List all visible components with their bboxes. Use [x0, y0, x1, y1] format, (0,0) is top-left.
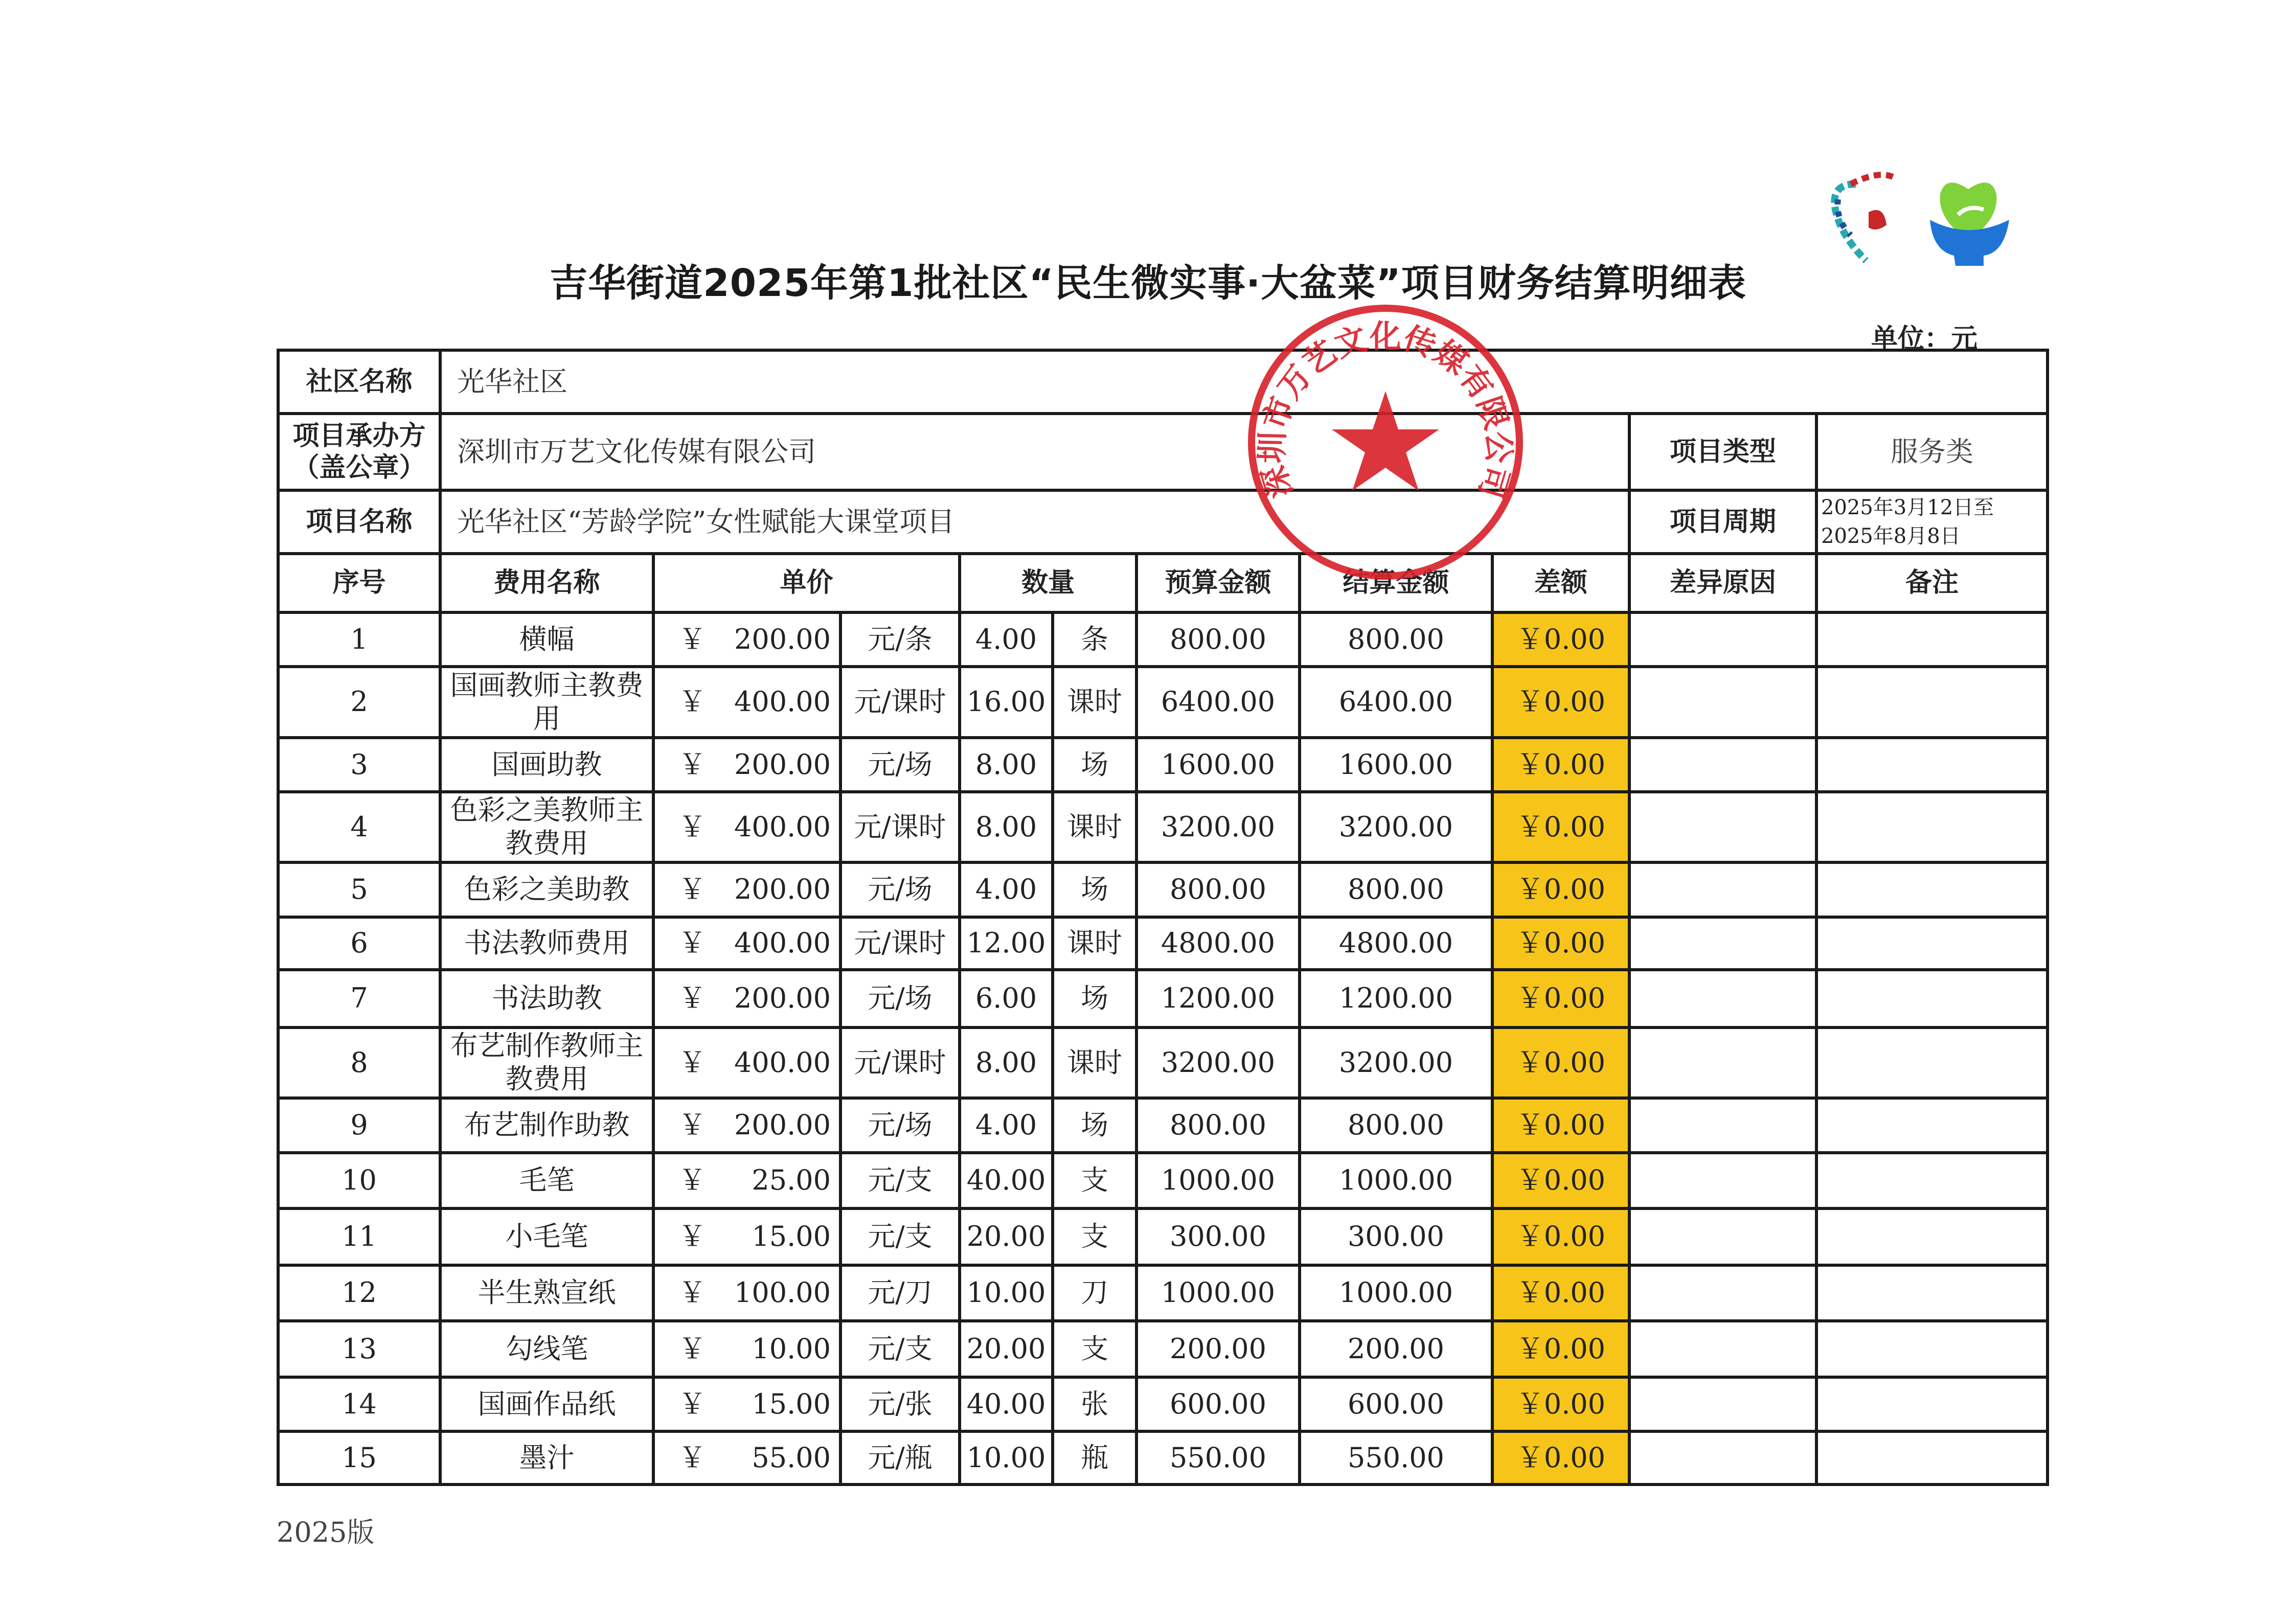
remarks — [1816, 1321, 2048, 1377]
unit-price — [653, 970, 840, 1027]
unit-price — [653, 1377, 840, 1431]
price-unit: 元/场 — [840, 862, 960, 917]
expense-name: 布艺制作教师主教费用 — [440, 1027, 653, 1098]
difference-reason — [1629, 1265, 1816, 1321]
unit-price — [653, 1265, 840, 1321]
row-number: 11 — [278, 1208, 440, 1265]
col-header-reason: 差异原因 — [1629, 554, 1816, 612]
price-unit: 元/场 — [840, 1098, 960, 1153]
unit-price-value: 55.00 — [752, 1441, 831, 1474]
currency-symbol: ￥ — [678, 873, 706, 906]
remarks — [1816, 1098, 2048, 1153]
community-row — [278, 350, 2048, 414]
period-start: 2025年3月12日至 — [1821, 496, 1994, 519]
difference-reason — [1629, 1377, 1816, 1431]
remarks — [1816, 862, 2048, 917]
quantity: 8.00 — [960, 738, 1053, 792]
unit-price-value: 15.00 — [752, 1220, 831, 1253]
budget-amount: 1000.00 — [1136, 1153, 1300, 1208]
remarks — [1816, 612, 2048, 667]
table-row — [278, 1431, 2048, 1484]
currency-symbol: ￥ — [678, 810, 706, 843]
unit-price — [653, 612, 840, 667]
difference-reason — [1629, 1208, 1816, 1265]
price-unit: 元/支 — [840, 1153, 960, 1208]
currency-symbol: ￥ — [678, 686, 706, 718]
expense-name: 书法助教 — [440, 970, 653, 1027]
row-number: 2 — [278, 667, 440, 738]
row-number: 12 — [278, 1265, 440, 1321]
col-header-no: 序号 — [278, 554, 440, 612]
project-row — [278, 490, 2048, 554]
quantity-unit: 场 — [1053, 738, 1136, 792]
budget-amount: 600.00 — [1136, 1377, 1300, 1431]
quantity-unit: 课时 — [1053, 792, 1136, 862]
bowl-logo-icon — [1930, 182, 2009, 266]
quantity: 8.00 — [960, 792, 1053, 862]
unit-label: 单位：元 — [1871, 324, 1978, 354]
currency-symbol: ￥ — [678, 1441, 706, 1474]
document-title: 吉华街道2025年第1批社区“民生微实事·大盆菜”项目财务结算明细表 — [550, 261, 1746, 305]
budget-amount: 800.00 — [1136, 612, 1300, 667]
table-row — [278, 1027, 2048, 1098]
unit-price — [653, 862, 840, 917]
table-row — [278, 738, 2048, 792]
quantity: 12.00 — [960, 917, 1053, 970]
expense-name: 国画教师主教费用 — [440, 667, 653, 738]
difference-reason — [1629, 792, 1816, 862]
remarks — [1816, 1265, 2048, 1321]
difference: ￥0.00 — [1492, 667, 1629, 738]
unit-price-value: 400.00 — [734, 1046, 831, 1079]
table-row — [278, 612, 2048, 667]
contractor-row — [278, 414, 2048, 490]
difference-reason — [1629, 667, 1816, 738]
unit-price-value: 400.00 — [734, 927, 831, 960]
community-label: 社区名称 — [278, 350, 440, 414]
budget-amount: 800.00 — [1136, 1098, 1300, 1153]
type-value: 服务类 — [1816, 414, 2048, 490]
row-number: 1 — [278, 612, 440, 667]
difference: ￥0.00 — [1492, 1377, 1629, 1431]
logos — [1820, 164, 2045, 271]
settlement-amount: 550.00 — [1300, 1431, 1492, 1484]
price-unit: 元/张 — [840, 1377, 960, 1431]
unit-price — [653, 1153, 840, 1208]
table-row — [278, 1208, 2048, 1265]
price-unit: 元/刀 — [840, 1265, 960, 1321]
unit-price-value: 200.00 — [734, 1109, 831, 1141]
unit-price-value: 200.00 — [734, 982, 831, 1015]
quantity-unit: 场 — [1053, 862, 1136, 917]
budget-amount: 1600.00 — [1136, 738, 1300, 792]
settlement-amount: 600.00 — [1300, 1377, 1492, 1431]
difference: ￥0.00 — [1492, 1321, 1629, 1377]
expense-name: 勾线笔 — [440, 1321, 653, 1377]
settlement-amount: 200.00 — [1300, 1321, 1492, 1377]
quantity: 4.00 — [960, 862, 1053, 917]
unit-price-value: 25.00 — [752, 1164, 831, 1197]
quantity-unit: 支 — [1053, 1153, 1136, 1208]
budget-amount: 6400.00 — [1136, 667, 1300, 738]
party-heart-logo-icon — [1834, 175, 1897, 261]
unit-price-value: 400.00 — [734, 686, 831, 718]
row-number: 8 — [278, 1027, 440, 1098]
quantity: 20.00 — [960, 1321, 1053, 1377]
row-number: 3 — [278, 738, 440, 792]
table-row — [278, 1098, 2048, 1153]
row-number: 7 — [278, 970, 440, 1027]
budget-amount: 1200.00 — [1136, 970, 1300, 1027]
row-number: 9 — [278, 1098, 440, 1153]
price-unit: 元/课时 — [840, 917, 960, 970]
table-row — [278, 667, 2048, 738]
remarks — [1816, 1208, 2048, 1265]
currency-symbol: ￥ — [678, 1220, 706, 1253]
quantity-unit: 课时 — [1053, 667, 1136, 738]
currency-symbol: ￥ — [678, 927, 706, 960]
row-number: 15 — [278, 1431, 440, 1484]
table-row — [278, 792, 2048, 862]
expense-name: 国画助教 — [440, 738, 653, 792]
community-value: 光华社区 — [440, 350, 2048, 414]
expense-name: 墨汁 — [440, 1431, 653, 1484]
quantity-unit: 场 — [1053, 1098, 1136, 1153]
remarks — [1816, 917, 2048, 970]
row-number: 10 — [278, 1153, 440, 1208]
col-header-name: 费用名称 — [440, 554, 653, 612]
difference-reason — [1629, 1098, 1816, 1153]
price-unit: 元/课时 — [840, 792, 960, 862]
settlement-amount: 800.00 — [1300, 612, 1492, 667]
budget-amount: 800.00 — [1136, 862, 1300, 917]
difference: ￥0.00 — [1492, 738, 1629, 792]
difference-reason — [1629, 862, 1816, 917]
col-header-settle: 结算金额 — [1300, 554, 1492, 612]
settlement-amount: 800.00 — [1300, 862, 1492, 917]
unit-price — [653, 1208, 840, 1265]
star-icon — [1332, 391, 1439, 491]
quantity-unit: 支 — [1053, 1321, 1136, 1377]
unit-price-value: 200.00 — [734, 873, 831, 906]
budget-amount: 3200.00 — [1136, 1027, 1300, 1098]
expense-name: 小毛笔 — [440, 1208, 653, 1265]
expense-name: 半生熟宣纸 — [440, 1265, 653, 1321]
expense-name: 书法教师费用 — [440, 917, 653, 970]
remarks — [1816, 1431, 2048, 1484]
difference: ￥0.00 — [1492, 792, 1629, 862]
quantity-unit: 张 — [1053, 1377, 1136, 1431]
difference-reason — [1629, 612, 1816, 667]
period-value — [1816, 490, 2048, 554]
project-label: 项目名称 — [278, 490, 440, 554]
contractor-label: 项目承办方（盖公章） — [278, 414, 440, 490]
unit-price — [653, 1027, 840, 1098]
expense-name: 国画作品纸 — [440, 1377, 653, 1431]
difference-reason — [1629, 1431, 1816, 1484]
settlement-amount: 300.00 — [1300, 1208, 1492, 1265]
unit-price-value: 200.00 — [734, 623, 831, 655]
remarks — [1816, 1027, 2048, 1098]
company-seal — [1242, 299, 1529, 585]
col-header-budget: 预算金额 — [1136, 554, 1300, 612]
price-unit: 元/条 — [840, 612, 960, 667]
table-row — [278, 1153, 2048, 1208]
settlement-amount: 800.00 — [1300, 1098, 1492, 1153]
remarks — [1816, 792, 2048, 862]
difference: ￥0.00 — [1492, 970, 1629, 1027]
seal-text: 深圳市万艺文化传媒有限公司 — [1253, 317, 1518, 503]
period-label: 项目周期 — [1629, 490, 1816, 554]
currency-symbol: ￥ — [678, 623, 706, 655]
quantity: 4.00 — [960, 1098, 1053, 1153]
difference: ￥0.00 — [1492, 1265, 1629, 1321]
project-value: 光华社区“芳龄学院”女性赋能大课堂项目 — [440, 490, 1629, 554]
expense-name: 横幅 — [440, 612, 653, 667]
unit-price-value: 400.00 — [734, 810, 831, 843]
difference: ￥0.00 — [1492, 1153, 1629, 1208]
type-label: 项目类型 — [1629, 414, 1816, 490]
settlement-amount: 1200.00 — [1300, 970, 1492, 1027]
quantity-unit: 条 — [1053, 612, 1136, 667]
quantity: 40.00 — [960, 1153, 1053, 1208]
difference-reason — [1629, 1027, 1816, 1098]
difference-reason — [1629, 1321, 1816, 1377]
unit-price — [653, 1431, 840, 1484]
quantity: 10.00 — [960, 1431, 1053, 1484]
quantity-unit: 刀 — [1053, 1265, 1136, 1321]
currency-symbol: ￥ — [678, 1164, 706, 1197]
currency-symbol: ￥ — [678, 748, 706, 781]
difference: ￥0.00 — [1492, 1027, 1629, 1098]
price-unit: 元/场 — [840, 970, 960, 1027]
table-row — [278, 1265, 2048, 1321]
price-unit: 元/课时 — [840, 1027, 960, 1098]
col-header-price: 单价 — [653, 554, 960, 612]
row-number: 4 — [278, 792, 440, 862]
contractor-value: 深圳市万艺文化传媒有限公司 — [440, 414, 1629, 490]
difference: ￥0.00 — [1492, 612, 1629, 667]
currency-symbol: ￥ — [678, 1109, 706, 1141]
price-unit: 元/支 — [840, 1208, 960, 1265]
unit-price — [653, 917, 840, 970]
currency-symbol: ￥ — [678, 1046, 706, 1079]
quantity: 40.00 — [960, 1377, 1053, 1431]
expense-name: 布艺制作助教 — [440, 1098, 653, 1153]
col-header-qty: 数量 — [960, 554, 1136, 612]
price-unit: 元/课时 — [840, 667, 960, 738]
difference: ￥0.00 — [1492, 862, 1629, 917]
budget-amount: 300.00 — [1136, 1208, 1300, 1265]
quantity-unit: 支 — [1053, 1208, 1136, 1265]
quantity-unit: 场 — [1053, 970, 1136, 1027]
unit-price-value: 15.00 — [752, 1387, 831, 1420]
quantity-unit: 课时 — [1053, 917, 1136, 970]
column-header-row — [278, 554, 2048, 612]
expense-name: 色彩之美教师主教费用 — [440, 792, 653, 862]
budget-amount: 4800.00 — [1136, 917, 1300, 970]
quantity: 8.00 — [960, 1027, 1053, 1098]
settlement-amount: 4800.00 — [1300, 917, 1492, 970]
expense-name: 毛笔 — [440, 1153, 653, 1208]
col-header-note: 备注 — [1816, 554, 2048, 612]
remarks — [1816, 970, 2048, 1027]
price-unit: 元/瓶 — [840, 1431, 960, 1484]
budget-amount: 1000.00 — [1136, 1265, 1300, 1321]
difference: ￥0.00 — [1492, 1098, 1629, 1153]
difference-reason — [1629, 1153, 1816, 1208]
budget-amount: 550.00 — [1136, 1431, 1300, 1484]
col-header-diff: 差额 — [1492, 554, 1629, 612]
remarks — [1816, 1377, 2048, 1431]
currency-symbol: ￥ — [678, 1276, 706, 1309]
quantity: 16.00 — [960, 667, 1053, 738]
difference: ￥0.00 — [1492, 917, 1629, 970]
unit-price — [653, 667, 840, 738]
currency-symbol: ￥ — [678, 1387, 706, 1420]
remarks — [1816, 738, 2048, 792]
unit-price — [653, 738, 840, 792]
difference-reason — [1629, 738, 1816, 792]
row-number: 6 — [278, 917, 440, 970]
currency-symbol: ￥ — [678, 1332, 706, 1365]
settlement-amount: 6400.00 — [1300, 667, 1492, 738]
quantity: 20.00 — [960, 1208, 1053, 1265]
settlement-amount: 3200.00 — [1300, 792, 1492, 862]
row-number: 13 — [278, 1321, 440, 1377]
unit-price — [653, 1098, 840, 1153]
table-row — [278, 1321, 2048, 1377]
unit-price-value: 10.00 — [752, 1332, 831, 1365]
difference: ￥0.00 — [1492, 1431, 1629, 1484]
expense-name: 色彩之美助教 — [440, 862, 653, 917]
period-end: 2025年8月8日 — [1821, 524, 1961, 548]
budget-amount: 3200.00 — [1136, 792, 1300, 862]
quantity-unit: 课时 — [1053, 1027, 1136, 1098]
difference-reason — [1629, 917, 1816, 970]
quantity: 4.00 — [960, 612, 1053, 667]
remarks — [1816, 1153, 2048, 1208]
quantity-unit: 瓶 — [1053, 1431, 1136, 1484]
remarks — [1816, 667, 2048, 738]
quantity: 6.00 — [960, 970, 1053, 1027]
row-number: 5 — [278, 862, 440, 917]
table-row — [278, 862, 2048, 917]
table-row — [278, 1377, 2048, 1431]
difference-reason — [1629, 970, 1816, 1027]
settlement-table — [277, 349, 2049, 1486]
table-row — [278, 917, 2048, 970]
price-unit: 元/场 — [840, 738, 960, 792]
unit-price-value: 200.00 — [734, 748, 831, 781]
row-number: 14 — [278, 1377, 440, 1431]
price-unit: 元/支 — [840, 1321, 960, 1377]
unit-price-value: 100.00 — [734, 1276, 831, 1309]
quantity: 10.00 — [960, 1265, 1053, 1321]
settlement-amount: 1600.00 — [1300, 738, 1492, 792]
settlement-amount: 1000.00 — [1300, 1265, 1492, 1321]
settlement-amount: 3200.00 — [1300, 1027, 1492, 1098]
version-label: 2025版 — [277, 1516, 375, 1548]
unit-price — [653, 1321, 840, 1377]
unit-price — [653, 792, 840, 862]
budget-amount: 200.00 — [1136, 1321, 1300, 1377]
currency-symbol: ￥ — [678, 982, 706, 1015]
difference: ￥0.00 — [1492, 1208, 1629, 1265]
settlement-amount: 1000.00 — [1300, 1153, 1492, 1208]
table-row — [278, 970, 2048, 1027]
